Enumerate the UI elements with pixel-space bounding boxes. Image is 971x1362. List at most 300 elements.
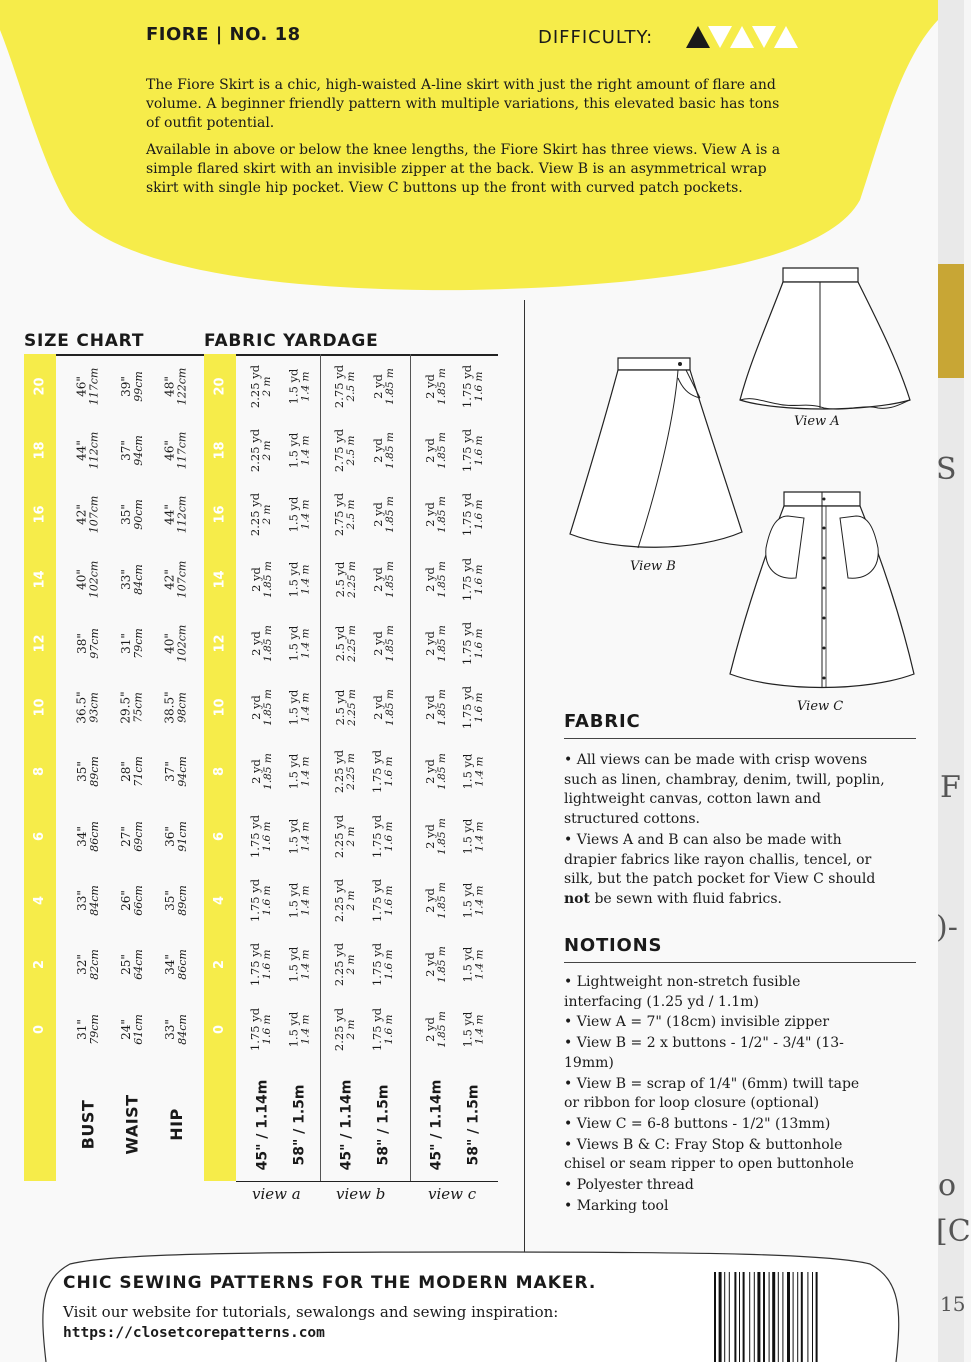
measurement-text: 31" 79cm (74, 1013, 101, 1045)
yardage-cell (328, 676, 364, 740)
notions-bullet: • View C = 6-8 buttons - 1/2" (13mm) (564, 1115, 831, 1132)
notions-bullet: • View A = 7" (18cm) invisible zipper (564, 1014, 830, 1031)
barcode-bar (719, 1272, 722, 1362)
yardage-text: 1.75 yd 1.6 m (460, 364, 486, 408)
yardage-text: 2 yd 1.85 m (422, 560, 448, 598)
size-number-14 (24, 547, 56, 611)
size-number-text: 8 (32, 767, 48, 777)
measurement-text: 38" 97cm (74, 628, 101, 659)
measurement-cell (68, 804, 108, 868)
measurement-text: 37" 94cm (162, 756, 189, 788)
yardage-cell (282, 354, 318, 418)
barcode-bar (797, 1272, 798, 1362)
yardage-text: 2.75 yd 2.5 m (332, 364, 358, 408)
measurement-cell (68, 547, 108, 611)
yardage-text: 1.75 yd 1.6 m (460, 621, 486, 665)
yardage-cell (244, 997, 280, 1061)
size-number-text: 20 (32, 377, 48, 396)
measurement-cell (156, 418, 196, 482)
size-and-yardage-table (24, 354, 498, 1203)
fabric-yardage-heading: FABRIC YARDAGE (204, 331, 379, 351)
yardage-text: 1.5 yd 1.4 m (286, 625, 312, 662)
yardage-text: 2.25 yd 2 m (248, 364, 274, 408)
view-c-skirt-drawing (726, 488, 918, 700)
view-b-label: View B (630, 559, 676, 574)
measurement-cell (156, 933, 196, 997)
fabric-width-label (282, 1068, 318, 1181)
column-divider (524, 300, 525, 1255)
measurement-text: 34" 86cm (162, 949, 189, 981)
measurement-cell (112, 676, 152, 740)
yardage-cell (456, 547, 492, 611)
notions-bullet: • Lightweight non-stretch fusible interfacing (1.25 yd / 1.1m) (564, 974, 801, 1010)
yardage-text: 2.25 yd 2 m (248, 428, 274, 472)
yardage-cell (418, 868, 454, 932)
size-number-6 (24, 804, 56, 868)
measurement-cell (68, 354, 108, 418)
yardage-text: 1.75 yd 1.6 m (248, 814, 274, 858)
yardage-text: 2.25 yd 2 m (332, 878, 358, 923)
measurement-cell (112, 611, 152, 675)
notions-heading: NOTIONS (564, 935, 663, 956)
yardage-cell (456, 418, 492, 482)
footer-visit-text: Visit our website for tutorials, sewalongs and sewing inspiration: (63, 1303, 559, 1321)
measurement-cell (112, 740, 152, 804)
measurement-cell (112, 933, 152, 997)
size-number-text: 8 (212, 767, 228, 777)
yardage-cell (418, 933, 454, 997)
size-number-text: 6 (32, 831, 48, 841)
measurement-text: 36.5" 93cm (74, 691, 101, 724)
measurement-text: 31" 79cm (118, 628, 145, 659)
edge-char-5: [C (936, 1214, 971, 1249)
size-number-18 (24, 418, 56, 482)
yardage-cell (282, 418, 318, 482)
yardage-text: 2 yd 1.85 m (248, 753, 274, 791)
measurement-text: 39" 99cm (118, 370, 145, 402)
barcode-bar (749, 1272, 750, 1362)
edge-char-6: 15 (940, 1292, 966, 1316)
notions-rule (564, 962, 916, 963)
yardage-cell (244, 868, 280, 932)
yardage-text: 2 yd 1.85 m (422, 817, 448, 855)
yardage-cell (456, 740, 492, 804)
yardage-text: 2 yd 1.85 m (370, 432, 396, 469)
measurement-text: 33" 84cm (74, 885, 101, 916)
intro-paragraph-2: Available in above or below the knee lengths, the Fiore Skirt has three views. View A is a simple flared skirt with an invisible zipper at the back. View B is an asymmetrical wrap skirt with single hip pocket. View C buttons up the front with curved patch pockets. (146, 142, 781, 196)
yardage-text: 2 yd 1.85 m (422, 753, 448, 791)
measurement-text: 40" 102cm (74, 560, 101, 598)
yardage-cell (418, 611, 454, 675)
view-b-skirt-drawing (566, 352, 746, 562)
yardage-cell (282, 483, 318, 547)
measurement-text: 36" 91cm (162, 820, 189, 852)
measurement-cell (156, 611, 196, 675)
yardage-text: 1.5 yd 1.4 m (286, 561, 312, 597)
fabric-width-label (456, 1068, 492, 1181)
yardage-text: 2.25 yd 2.25 m (332, 750, 358, 794)
yardage-cell (244, 483, 280, 547)
edge-char-2: F (940, 770, 961, 805)
yardage-text: 1.75 yd 1.6 m (370, 878, 396, 923)
yardage-cell (328, 483, 364, 547)
yardage-cell (244, 804, 280, 868)
yardage-text: 1.5 yd 1.4 m (460, 1011, 486, 1048)
barcode-bar (801, 1272, 803, 1362)
yardage-text: 1.5 yd 1.4 m (460, 882, 486, 919)
barcode-bar (739, 1272, 740, 1362)
yardage-cell (418, 354, 454, 418)
yardage-text: 1.5 yd 1.4 m (286, 432, 312, 469)
barcode-bar (729, 1272, 730, 1362)
adjacent-page-edge (938, 0, 964, 1362)
yardage-cell (366, 676, 402, 740)
measurement-text: 27" 69cm (118, 820, 145, 852)
yardage-cell (366, 354, 402, 418)
measurement-text: 42" 107cm (74, 495, 101, 534)
measurement-text: 37" 94cm (118, 435, 145, 466)
size-number-20 (204, 354, 236, 418)
measurement-cell (68, 740, 108, 804)
yardage-text: 1.5 yd 1.4 m (286, 882, 312, 919)
yardage-text: 2 yd 1.85 m (422, 624, 448, 662)
yardage-text: 1.5 yd 1.4 m (286, 754, 312, 790)
measurement-text: 26" 66cm (118, 885, 145, 916)
yardage-cell (328, 933, 364, 997)
yardage-text: 2 yd 1.85 m (422, 496, 448, 534)
yardage-text: 1.75 yd 1.6 m (370, 750, 396, 794)
measurement-text: 34" 86cm (74, 820, 101, 852)
yardage-cell (282, 611, 318, 675)
yardage-cell (328, 740, 364, 804)
yardage-cell (328, 547, 364, 611)
measurement-text: 32" 82cm (74, 949, 101, 981)
measurement-text: 40" 102cm (162, 624, 189, 663)
size-number-10 (204, 676, 236, 740)
yardage-cell (328, 418, 364, 482)
barcode-bar (714, 1272, 716, 1362)
footer-url-link[interactable]: https://closetcorepatterns.com (63, 1325, 325, 1341)
barcode-bar (807, 1272, 808, 1362)
difficulty-triangles-icon (686, 26, 798, 48)
barcode-bar (787, 1272, 790, 1362)
yardage-text: 2.75 yd 2.5 m (332, 493, 358, 537)
size-number-text: 6 (212, 831, 228, 841)
size-number-text: 18 (212, 441, 228, 460)
yardage-text: 2 yd 1.85 m (422, 1010, 448, 1048)
pattern-title: FIORE | NO. 18 (146, 24, 301, 45)
yardage-text: 1.5 yd 1.4 m (286, 946, 312, 983)
size-number-text: 14 (212, 569, 228, 589)
barcode-bar (816, 1272, 818, 1362)
yardage-text: 2 yd 1.85 m (422, 689, 448, 726)
fabric-width-text: 58" / 1.5m (376, 1083, 392, 1166)
intro-text (146, 76, 796, 206)
size-number-text: 10 (32, 698, 48, 717)
size-number-text: 2 (32, 960, 48, 970)
measurement-text: 25" 64cm (118, 949, 145, 981)
measurement-text: 35" 89cm (74, 756, 101, 788)
yardage-cell (418, 676, 454, 740)
yardage-cell (456, 997, 492, 1061)
yardage-cell (244, 933, 280, 997)
measurement-cell (156, 740, 196, 804)
size-number-8 (24, 740, 56, 804)
measurement-text: 28" 71cm (118, 756, 145, 788)
size-number-4 (204, 868, 236, 932)
yardage-cell (366, 740, 402, 804)
yardage-cell (244, 418, 280, 482)
measurement-text: 33" 84cm (162, 1013, 189, 1045)
measurement-text: 35" 89cm (162, 885, 189, 916)
barcode-bar (743, 1272, 745, 1362)
yardage-text: 2 yd 1.85 m (370, 689, 396, 726)
yardage-cell (366, 933, 402, 997)
measurement-cell (112, 418, 152, 482)
yardage-cell (282, 676, 318, 740)
measurement-cell (156, 676, 196, 740)
measurement-cell (156, 804, 196, 868)
yardage-text: 1.5 yd 1.4 m (286, 689, 312, 726)
size-number-12 (204, 611, 236, 675)
measurement-text: 46" 117cm (74, 367, 101, 405)
yardage-cell (282, 740, 318, 804)
view-a-skirt-drawing (728, 262, 918, 434)
size-number-10 (24, 676, 56, 740)
size-number-text: 2 (212, 960, 228, 970)
barcode-bar (769, 1272, 770, 1362)
notions-bullet: • Marking tool (564, 1197, 669, 1214)
view-separator (410, 354, 411, 1181)
measurement-text: 38.5" 98cm (162, 691, 189, 724)
yardage-text: 2 yd 1.85 m (248, 560, 274, 598)
yardage-cell (366, 997, 402, 1061)
barcode-bar (724, 1272, 725, 1362)
barcode-bar (734, 1272, 736, 1362)
size-number-8 (204, 740, 236, 804)
size-number-text: 16 (212, 505, 228, 524)
footer-tagline: CHIC SEWING PATTERNS FOR THE MODERN MAKER. (63, 1273, 597, 1293)
yardage-cell (456, 483, 492, 547)
row-label-waist (112, 1068, 152, 1181)
barcode-bar (778, 1272, 779, 1362)
yardage-text: 2.25 yd 2 m (332, 943, 358, 987)
notions-bullet: • Polyester thread (564, 1177, 694, 1194)
measurement-cell (68, 933, 108, 997)
yardage-text: 2 yd 1.85 m (422, 882, 448, 919)
size-chart-heading: SIZE CHART (24, 331, 145, 351)
fabric-rule (564, 738, 916, 739)
notions-bullet: • View B = 2 x buttons - 1/2" - 3/4" (13-19mm) (564, 1035, 844, 1071)
yardage-text: 1.75 yd 1.6 m (370, 943, 396, 987)
yardage-cell (282, 933, 318, 997)
yardage-cell (418, 804, 454, 868)
fabric-width-label (418, 1068, 454, 1181)
fabric-bullet-1: • All views can be made with crisp wovens such as linen, chambray, denim, twill, poplin, lightweight canvas, cotton lawn and structured cottons. (564, 752, 885, 828)
measurement-text: 48" 122cm (162, 367, 189, 405)
yardage-cell (244, 354, 280, 418)
yardage-text: 1.75 yd 1.6 m (460, 428, 486, 472)
size-number-2 (24, 933, 56, 997)
yardage-text: 1.5 yd 1.4 m (286, 496, 312, 533)
measurement-text: 33" 84cm (118, 563, 145, 595)
yardage-cell (244, 547, 280, 611)
notions-bullet: • View B = scrap of 1/4" (6mm) twill tape or ribbon for loop closure (optional) (564, 1075, 860, 1112)
size-number-6 (204, 804, 236, 868)
measurement-cell (112, 354, 152, 418)
size-number-20 (24, 354, 56, 418)
yardage-cell (456, 933, 492, 997)
yardage-text: 1.5 yd 1.4 m (460, 754, 486, 790)
size-number-2 (204, 933, 236, 997)
yardage-text: 1.5 yd 1.4 m (286, 368, 312, 405)
measurement-cell (68, 418, 108, 482)
fabric-bullet-2: • Views A and B can also be made with drapier fabrics like rayon challis, tencel, or silk, but the patch pocket for View C should not be sewn with fluid fabrics. (564, 831, 876, 907)
measurement-cell (156, 868, 196, 932)
size-number-18 (204, 418, 236, 482)
size-number-text: 16 (32, 505, 48, 524)
yardage-text: 2 yd 1.85 m (370, 560, 396, 598)
yardage-cell (328, 354, 364, 418)
barcode-icon (712, 1272, 872, 1362)
yardage-cell (282, 547, 318, 611)
yardage-cell (418, 740, 454, 804)
barcode-bar (812, 1272, 813, 1362)
measurement-text: 29.5" 75cm (118, 691, 145, 724)
yardage-text: 1.75 yd 1.6 m (248, 878, 274, 923)
measurement-text: 46" 117cm (162, 431, 189, 470)
measurement-cell (68, 997, 108, 1061)
size-number-text: 14 (32, 569, 48, 589)
yardage-text: 2 yd 1.85 m (248, 624, 274, 662)
size-number-text: 4 (212, 896, 228, 906)
view-label-3: view c (428, 1185, 477, 1203)
fabric-width-text: 45" / 1.14m (428, 1079, 444, 1170)
measurement-text: 35" 90cm (118, 499, 145, 531)
yardage-text: 2.75 yd 2.5 m (332, 428, 358, 472)
row-label-text: WAIST (122, 1094, 142, 1155)
row-label-hip (156, 1068, 196, 1181)
notions-list (564, 973, 874, 1217)
yardage-cell (366, 418, 402, 482)
yardage-text: 1.75 yd 1.6 m (248, 943, 274, 987)
edge-char-3: )- (936, 910, 958, 945)
edge-char-4: o (938, 1168, 957, 1203)
yardage-text: 2.25 yd 2 m (332, 1007, 358, 1051)
yardage-text: 2 yd 1.85 m (248, 689, 274, 726)
yardage-text: 2.5 yd 2.25 m (332, 560, 358, 598)
measurement-cell (112, 483, 152, 547)
yardage-text: 2.25 yd 2 m (332, 814, 358, 858)
measurement-cell (112, 997, 152, 1061)
barcode-bar (793, 1272, 794, 1362)
fabric-width-text: 58" / 1.5m (466, 1083, 482, 1166)
fabric-width-text: 45" / 1.14m (338, 1079, 354, 1170)
yardage-text: 1.5 yd 1.4 m (460, 818, 486, 855)
yardage-cell (328, 997, 364, 1061)
measurement-cell (156, 997, 196, 1061)
size-number-text: 0 (32, 1024, 48, 1034)
barcode-bar (782, 1272, 783, 1362)
adjacent-page-ochre-block (938, 264, 964, 378)
yardage-text: 2 yd 1.85 m (370, 496, 396, 534)
fabric-width-label (328, 1068, 364, 1181)
view-label-1: view a (252, 1185, 301, 1203)
barcode-bar (757, 1272, 760, 1362)
size-number-text: 12 (212, 634, 228, 653)
measurement-cell (68, 676, 108, 740)
size-number-text: 10 (212, 698, 228, 717)
yardage-text: 2 yd 1.85 m (370, 624, 396, 662)
size-number-text: 0 (212, 1024, 228, 1034)
yardage-text: 1.5 yd 1.4 m (286, 818, 312, 855)
size-number-12 (24, 611, 56, 675)
yardage-text: 2 yd 1.85 m (422, 432, 448, 469)
yardage-cell (244, 611, 280, 675)
fabric-width-text: 45" / 1.14m (254, 1079, 270, 1170)
yardage-text: 1.75 yd 1.6 m (460, 557, 486, 601)
fabric-list (564, 751, 894, 911)
yardage-text: 2 yd 1.85 m (422, 367, 448, 405)
measurement-cell (68, 611, 108, 675)
barcode-bar (754, 1272, 755, 1362)
yardage-text: 1.75 yd 1.6 m (370, 1007, 396, 1051)
measurement-cell (156, 354, 196, 418)
view-c-label: View C (797, 699, 844, 714)
yardage-text: 1.75 yd 1.6 m (460, 493, 486, 537)
size-number-16 (204, 483, 236, 547)
yardage-text: 1.5 yd 1.4 m (286, 1011, 312, 1048)
yardage-text: 2.25 yd 2 m (248, 493, 274, 537)
measurement-cell (68, 868, 108, 932)
row-label-text: BUST (78, 1099, 98, 1150)
size-number-text: 18 (32, 441, 48, 460)
yardage-cell (366, 611, 402, 675)
view-label-2: view b (336, 1185, 386, 1203)
yardage-cell (244, 740, 280, 804)
difficulty-label: DIFFICULTY: (538, 27, 654, 48)
yardage-cell (366, 483, 402, 547)
size-number-4 (24, 868, 56, 932)
yardage-text: 2.5 yd 2.25 m (332, 624, 358, 662)
intro-paragraph-1: The Fiore Skirt is a chic, high-waisted A-line skirt with just the right amount of flare and volume. A beginner friendly pattern with multiple variations, this elevated basic has tons of outfit potential. (146, 77, 780, 131)
yardage-cell (366, 547, 402, 611)
yardage-cell (244, 676, 280, 740)
yardage-text: 1.75 yd 1.6 m (370, 814, 396, 858)
yardage-cell (418, 997, 454, 1061)
yardage-cell (456, 676, 492, 740)
yardage-cell (456, 804, 492, 868)
yardage-cell (366, 804, 402, 868)
size-number-text: 12 (32, 634, 48, 653)
yardage-cell (418, 418, 454, 482)
fabric-heading: FABRIC (564, 711, 641, 732)
yardage-cell (456, 354, 492, 418)
yardage-text: 2 yd 1.85 m (422, 946, 448, 984)
yardage-cell (456, 868, 492, 932)
measurement-text: 42" 107cm (162, 560, 189, 598)
measurement-cell (112, 804, 152, 868)
measurement-cell (112, 547, 152, 611)
row-label-text: HIP (166, 1108, 186, 1141)
measurement-cell (68, 483, 108, 547)
yardage-cell (418, 483, 454, 547)
view-a-label: View A (794, 414, 840, 429)
measurement-text: 44" 112cm (74, 431, 101, 470)
fabric-width-text: 58" / 1.5m (292, 1083, 308, 1166)
yardage-cell (328, 868, 364, 932)
yardage-cell (282, 804, 318, 868)
